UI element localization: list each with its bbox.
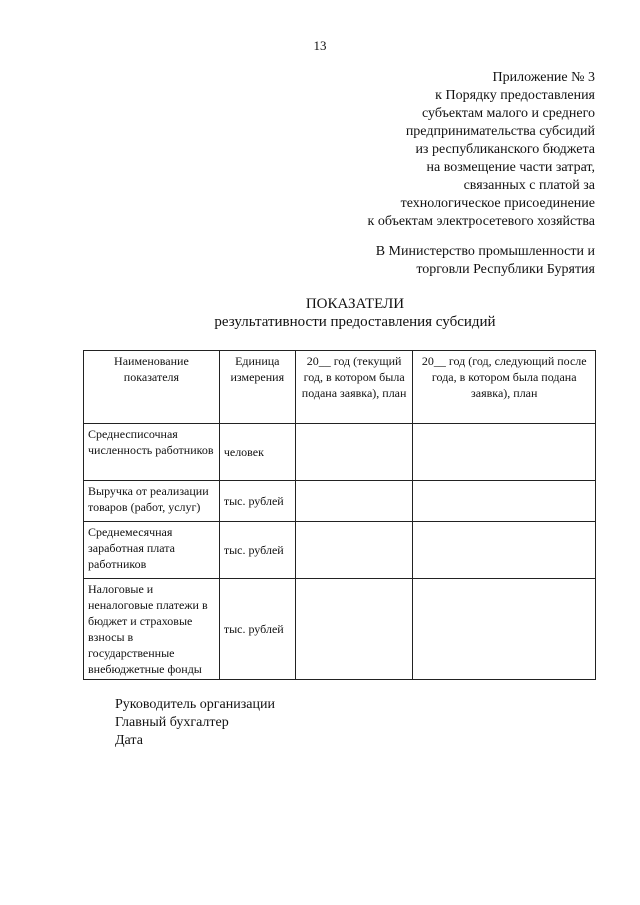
appendix-line: к Порядку предоставления [435,88,595,103]
signature-line-date: Дата [115,733,143,748]
indicator-unit: человек [219,424,295,481]
indicators-table [83,350,596,680]
next-year-value[interactable] [413,424,596,481]
signature-block [115,696,275,750]
current-year-value[interactable] [295,522,413,579]
appendix-line: Приложение № 3 [492,70,595,85]
header-current-year-plan: 20__ год (текущий год, в котором была подана заявка), план [295,351,413,424]
addressee-line: В Министерство промышленности и [375,244,595,259]
signature-line-head: Руководитель организации [115,697,275,712]
indicator-unit: тыс. рублей [219,522,295,579]
header-unit: Единица измерения [219,351,295,424]
indicator-name: Среднемесячная заработная плата работников [84,522,220,579]
appendix-line: субъектам малого и среднего [422,106,595,121]
addressee-block [265,243,595,279]
table-row [84,481,596,522]
addressee-line: торговли Республики Бурятия [416,262,595,277]
current-year-value[interactable] [295,579,413,680]
indicator-unit: тыс. рублей [219,481,295,522]
indicator-unit: тыс. рублей [219,579,295,680]
document-subtitle: результативности предоставления субсидий [214,314,496,330]
table-header-row [84,351,596,424]
header-next-year-plan: 20__ год (год, следующий после года, в котором была подана заявка), план [413,351,596,424]
appendix-line: к объектам электросетевого хозяйства [367,214,595,229]
table-row [84,579,596,680]
appendix-header [265,69,595,231]
indicator-name: Выручка от реализации товаров (работ, услуг) [84,481,220,522]
current-year-value[interactable] [295,424,413,481]
indicator-name: Среднесписочная численность работников [84,424,220,481]
header-indicator-name: Наименование показателя [84,351,220,424]
table-row [84,522,596,579]
appendix-line: связанных с платой за [463,178,595,193]
appendix-line: технологическое присоединение [400,196,595,211]
table-row [84,424,596,481]
signature-line-accountant: Главный бухгалтер [115,715,229,730]
current-year-value[interactable] [295,481,413,522]
next-year-value[interactable] [413,481,596,522]
next-year-value[interactable] [413,522,596,579]
appendix-line: на возмещение части затрат, [426,160,595,175]
document-title: ПОКАЗАТЕЛИ [305,296,405,312]
page-number: 13 [313,38,327,53]
appendix-line: из республиканского бюджета [415,142,595,157]
indicator-name: Налоговые и неналоговые платежи в бюджет и страховые взносы в государственные внебюджетные фонды [84,579,220,680]
appendix-line: предпринимательства субсидий [405,124,595,139]
next-year-value[interactable] [413,579,596,680]
